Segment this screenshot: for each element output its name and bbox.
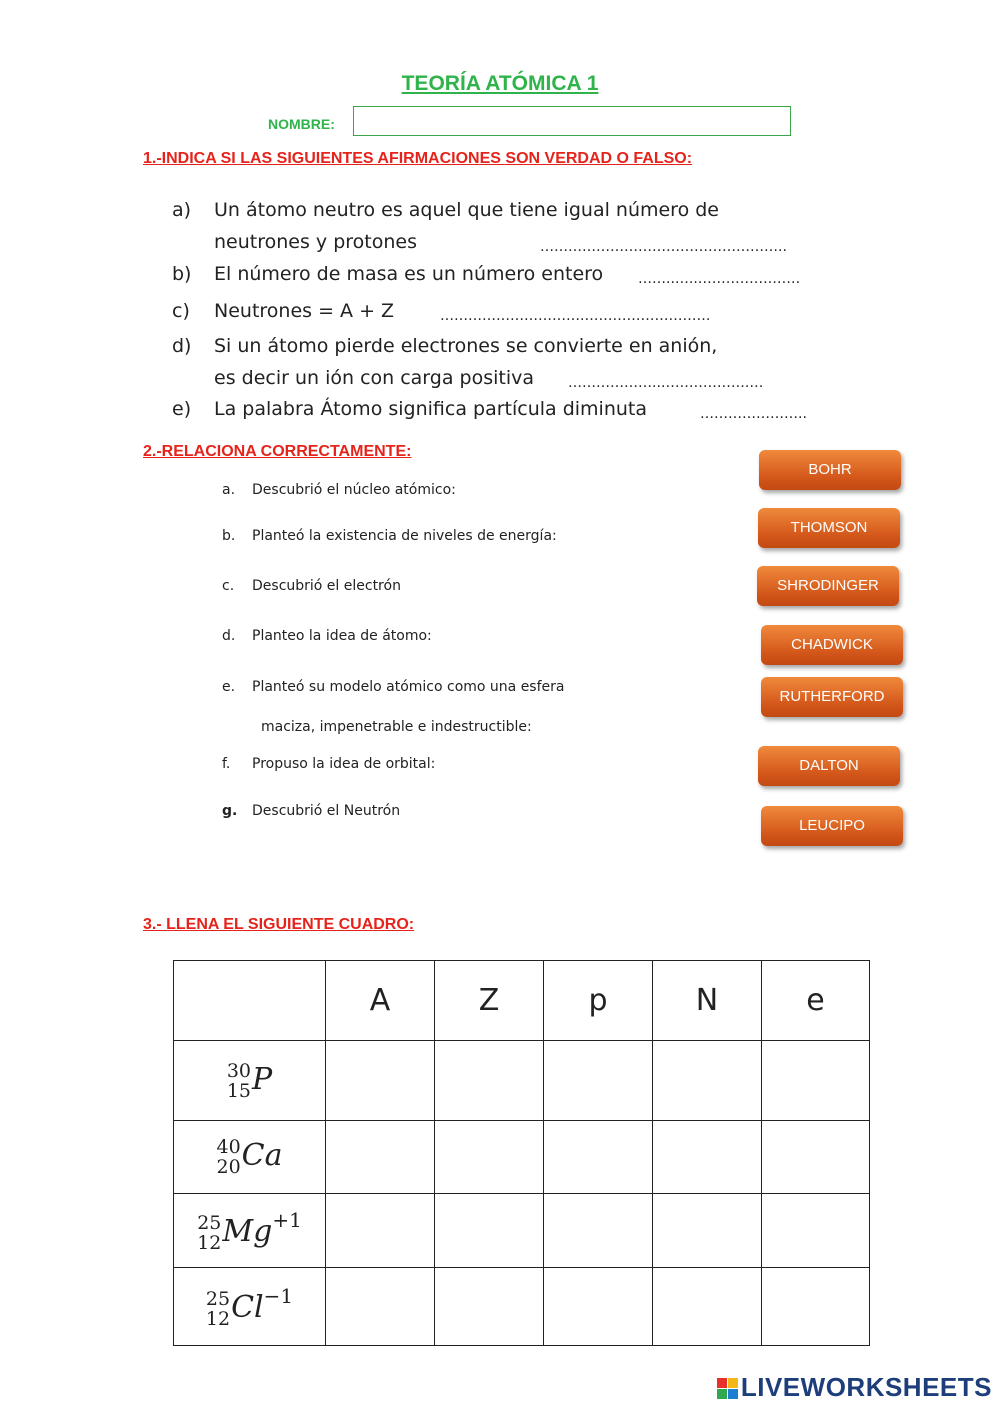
match-item-text: Propuso la idea de orbital: <box>252 756 436 772</box>
option-button-dalton[interactable]: DALTON <box>758 746 900 786</box>
statement-letter: a) <box>172 199 192 221</box>
answer-cell[interactable] <box>326 1268 435 1346</box>
answer-cell[interactable] <box>435 1041 544 1121</box>
match-item-letter: f. <box>222 756 231 772</box>
option-button-rutherford[interactable]: RUTHERFORD <box>761 677 903 717</box>
answer-blank[interactable]: ………………………….……………………… <box>440 308 711 324</box>
match-item-letter: e. <box>222 679 236 695</box>
match-item-text: Descubrió el electrón <box>252 578 401 594</box>
element-symbol: Cl <box>231 1290 264 1325</box>
element-symbol: Ca <box>241 1138 283 1173</box>
mass-number: 25 <box>197 1212 222 1234</box>
column-header: A <box>326 961 435 1041</box>
answer-blank[interactable]: …………………………………………….. <box>540 239 787 255</box>
isotope-cell <box>174 1121 326 1194</box>
isotope-notation <box>216 1137 282 1177</box>
answer-cell[interactable] <box>326 1194 435 1268</box>
answer-cell[interactable] <box>544 1194 653 1268</box>
mass-number: 30 <box>226 1059 251 1082</box>
isotope-notation <box>227 1061 272 1101</box>
brand-text: LIVEWORKSHEETS <box>740 1372 992 1402</box>
answer-cell[interactable] <box>653 1268 762 1346</box>
liveworksheets-logo <box>717 1372 992 1403</box>
match-item-text: Planteó la existencia de niveles de energía: <box>252 528 557 544</box>
answer-blank[interactable]: ………………….. <box>700 406 807 422</box>
statement-letter: e) <box>172 398 192 420</box>
match-item-text: Planteo la idea de átomo: <box>252 628 432 644</box>
answer-cell[interactable] <box>544 1041 653 1121</box>
section2-heading: 2.-RELACIONA CORRECTAMENTE: <box>143 443 412 460</box>
match-item-text: maciza, impenetrable e indestructible: <box>261 719 532 735</box>
statement-text: Neutrones = A + Z <box>214 300 395 322</box>
page-title: TEORÍA ATÓMICA 1 <box>401 72 599 95</box>
answer-cell[interactable] <box>653 1121 762 1194</box>
table-row <box>174 1194 870 1268</box>
name-label: NOMBRE: <box>268 116 335 132</box>
column-header: N <box>653 961 762 1041</box>
isotope-cell <box>174 1268 326 1346</box>
match-item-letter: d. <box>222 628 236 644</box>
statement-letter: c) <box>172 300 190 322</box>
match-item-text: Descubrió el núcleo atómico: <box>252 482 456 498</box>
column-header: e <box>762 961 870 1041</box>
table-row <box>174 1121 870 1194</box>
answer-cell[interactable] <box>544 1268 653 1346</box>
ion-charge: +1 <box>272 1208 302 1232</box>
match-item-text: Descubrió el Neutrón <box>252 803 401 819</box>
section1-heading: 1.-INDICA SI LAS SIGUIENTES AFIRMACIONES SON VERDAD O FALSO: <box>143 150 693 167</box>
match-item-letter: g. <box>222 803 238 819</box>
answer-cell[interactable] <box>762 1268 870 1346</box>
atomic-number: 12 <box>197 1232 222 1254</box>
statement-text: Un átomo neutro es aquel que tiene igual número de <box>214 199 719 221</box>
table-corner-cell <box>174 961 326 1041</box>
atomic-number: 15 <box>226 1079 251 1102</box>
answer-cell[interactable] <box>435 1268 544 1346</box>
answer-blank[interactable]: ………………..……………….… <box>568 375 764 391</box>
table-header-row <box>174 961 870 1041</box>
column-header: Z <box>435 961 544 1041</box>
isotope-notation <box>206 1284 293 1329</box>
match-item-text: Planteó su modelo atómico como una esfera <box>252 679 565 695</box>
table-row <box>174 1268 870 1346</box>
statement-text: Si un átomo pierde electrones se convierte en anión, <box>214 335 718 357</box>
mass-number: 40 <box>216 1136 241 1158</box>
isotope-notation <box>197 1208 302 1253</box>
mass-number: 25 <box>205 1288 231 1310</box>
atomic-table <box>173 960 870 1346</box>
statement-text: La palabra Átomo significa partícula diminuta <box>214 398 648 420</box>
statement-text: neutrones y protones <box>214 231 417 253</box>
atomic-number: 20 <box>216 1156 241 1178</box>
answer-cell[interactable] <box>653 1041 762 1121</box>
answer-cell[interactable] <box>762 1121 870 1194</box>
option-button-shrodinger[interactable]: SHRODINGER <box>757 566 899 606</box>
statement-text: es decir un ión con carga positiva <box>214 367 535 389</box>
answer-cell[interactable] <box>762 1194 870 1268</box>
element-symbol: Mg <box>222 1214 273 1249</box>
liveworksheets-icon <box>717 1378 739 1400</box>
option-button-chadwick[interactable]: CHADWICK <box>761 625 903 665</box>
atomic-number: 12 <box>205 1308 231 1330</box>
isotope-cell <box>174 1041 326 1121</box>
statement-letter: d) <box>172 335 192 357</box>
statement-letter: b) <box>172 263 192 285</box>
option-button-leucipo[interactable]: LEUCIPO <box>761 806 903 846</box>
match-item-letter: a. <box>222 482 236 498</box>
match-item-letter: c. <box>222 578 235 594</box>
answer-cell[interactable] <box>544 1121 653 1194</box>
section3-heading: 3.- LLENA EL SIGUIENTE CUADRO: <box>143 916 415 933</box>
answer-cell[interactable] <box>435 1121 544 1194</box>
element-symbol: P <box>252 1061 273 1097</box>
answer-cell[interactable] <box>762 1041 870 1121</box>
statement-text: El número de masa es un número entero <box>214 263 604 285</box>
match-item-letter: b. <box>222 528 236 544</box>
answer-cell[interactable] <box>326 1041 435 1121</box>
option-button-bohr[interactable]: BOHR <box>759 450 901 490</box>
answer-cell[interactable] <box>435 1194 544 1268</box>
option-button-thomson[interactable]: THOMSON <box>758 508 900 548</box>
answer-cell[interactable] <box>653 1194 762 1268</box>
column-header: p <box>544 961 653 1041</box>
isotope-cell <box>174 1194 326 1268</box>
table-row <box>174 1041 870 1121</box>
answer-blank[interactable]: ……..…..…………….…… <box>638 271 801 287</box>
answer-cell[interactable] <box>326 1121 435 1194</box>
name-input[interactable] <box>353 106 791 136</box>
ion-charge: −1 <box>263 1284 294 1308</box>
